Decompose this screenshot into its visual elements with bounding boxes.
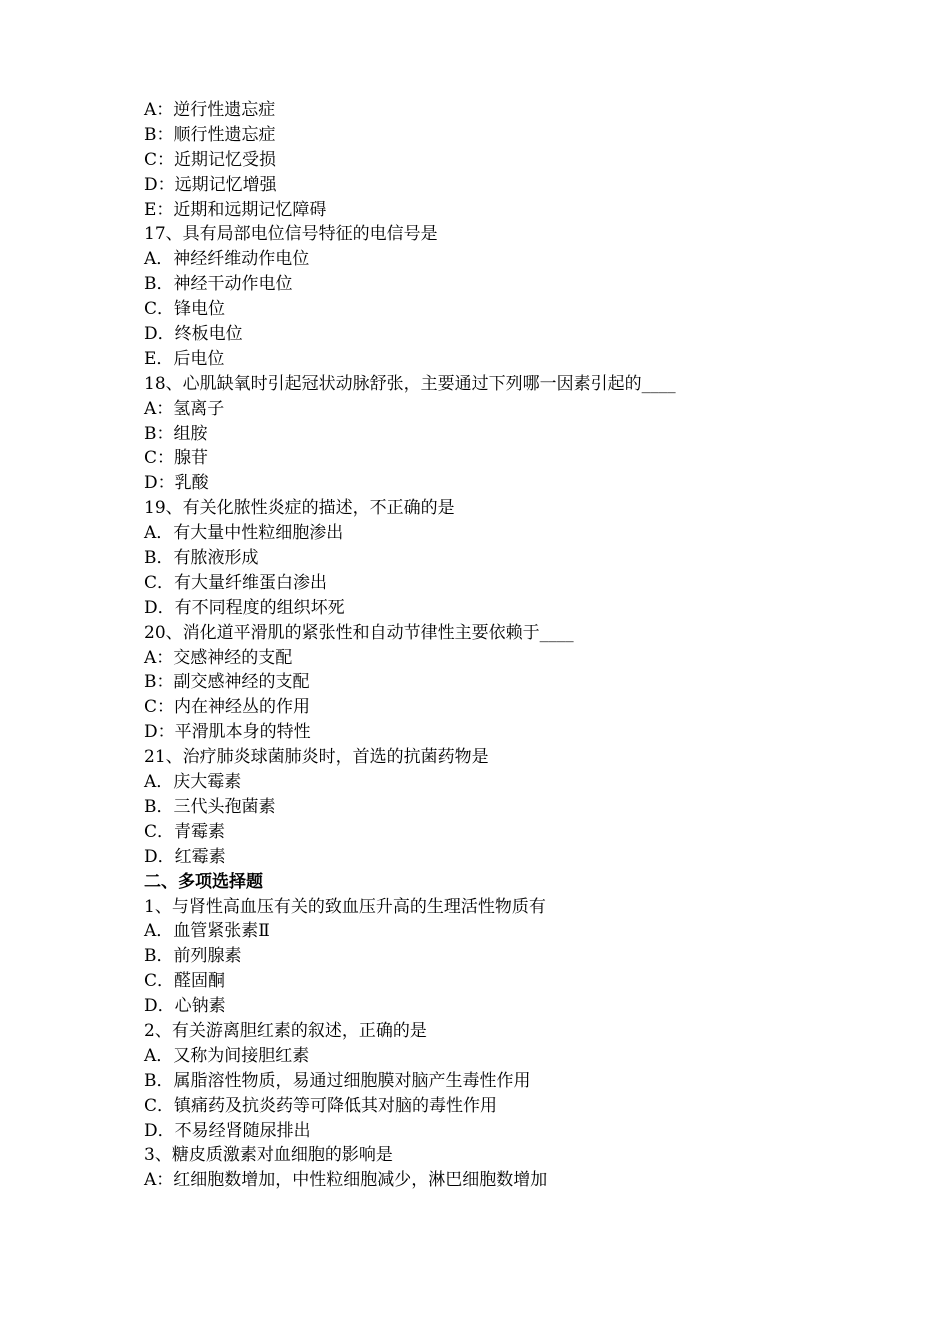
answer-option: B．有脓液形成 [144, 548, 259, 569]
answer-option: B．前列腺素 [144, 946, 242, 967]
answer-option: B：副交感神经的支配 [144, 672, 310, 693]
answer-option: D：平滑肌本身的特性 [144, 722, 311, 743]
answer-option: C．镇痛药及抗炎药等可降低其对脑的毒性作用 [144, 1095, 498, 1116]
answer-option: C．醛固酮 [144, 971, 226, 992]
answer-option: C：腺苷 [144, 448, 209, 469]
answer-option: A．神经纤维动作电位 [144, 249, 310, 270]
answer-option: B：组胺 [144, 423, 208, 444]
question-text: 17、具有局部电位信号特征的电信号是 [144, 224, 438, 245]
answer-option: B．三代头孢菌素 [144, 796, 276, 817]
question-text: 3、糖皮质激素对血细胞的影响是 [144, 1145, 393, 1166]
question-text: 1、与肾性高血压有关的致血压升高的生理活性物质有 [144, 896, 546, 917]
answer-option: C．锋电位 [144, 299, 226, 320]
answer-option: A：红细胞数增加，中性粒细胞减少，淋巴细胞数增加 [144, 1170, 548, 1191]
question-text: 20、消化道平滑肌的紧张性和自动节律性主要依赖于____ [144, 622, 574, 643]
answer-option: D．不易经肾随尿排出 [144, 1120, 311, 1141]
answer-option: B．属脂溶性物质，易通过细胞膜对脑产生毒性作用 [144, 1070, 531, 1091]
answer-option: D．心钠素 [144, 996, 226, 1017]
answer-option: C．有大量纤维蛋白渗出 [144, 572, 328, 593]
answer-option: D：乳酸 [144, 473, 209, 494]
answer-option: A．有大量中性粒细胞渗出 [144, 523, 344, 544]
answer-option: D．有不同程度的组织坏死 [144, 597, 345, 618]
question-text: 18、心肌缺氧时引起冠状动脉舒张，主要通过下列哪一因素引起的____ [144, 373, 676, 394]
answer-option: B．神经干动作电位 [144, 274, 293, 295]
answer-option: C．青霉素 [144, 821, 226, 842]
answer-option: A：氢离子 [144, 398, 225, 419]
question-text: 2、有关游离胆红素的叙述，正确的是 [144, 1020, 427, 1041]
answer-option: A．又称为间接胆红素 [144, 1045, 310, 1066]
answer-option: A：交感神经的支配 [144, 647, 293, 668]
answer-option: A：逆行性遗忘症 [144, 100, 276, 120]
answer-option: D．红霉素 [144, 846, 226, 867]
question-text: 21、治疗肺炎球菌肺炎时，首选的抗菌药物是 [144, 747, 489, 768]
question-text: 19、有关化脓性炎症的描述，不正确的是 [144, 498, 455, 519]
document-body [144, 98, 844, 1193]
answer-option: A．庆大霉素 [144, 772, 242, 793]
section-heading: 二、多项选择题 [144, 871, 263, 892]
answer-option: E：近期和远期记忆障碍 [144, 199, 327, 220]
answer-option: E．后电位 [144, 348, 225, 369]
answer-option: D：远期记忆增强 [144, 174, 277, 195]
answer-option: C：内在神经丛的作用 [144, 697, 311, 718]
answer-option: A．血管紧张素Ⅱ [144, 921, 270, 942]
answer-option: C：近期记忆受损 [144, 149, 277, 170]
answer-option: B：顺行性遗忘症 [144, 124, 276, 145]
answer-option: D．终板电位 [144, 324, 243, 345]
